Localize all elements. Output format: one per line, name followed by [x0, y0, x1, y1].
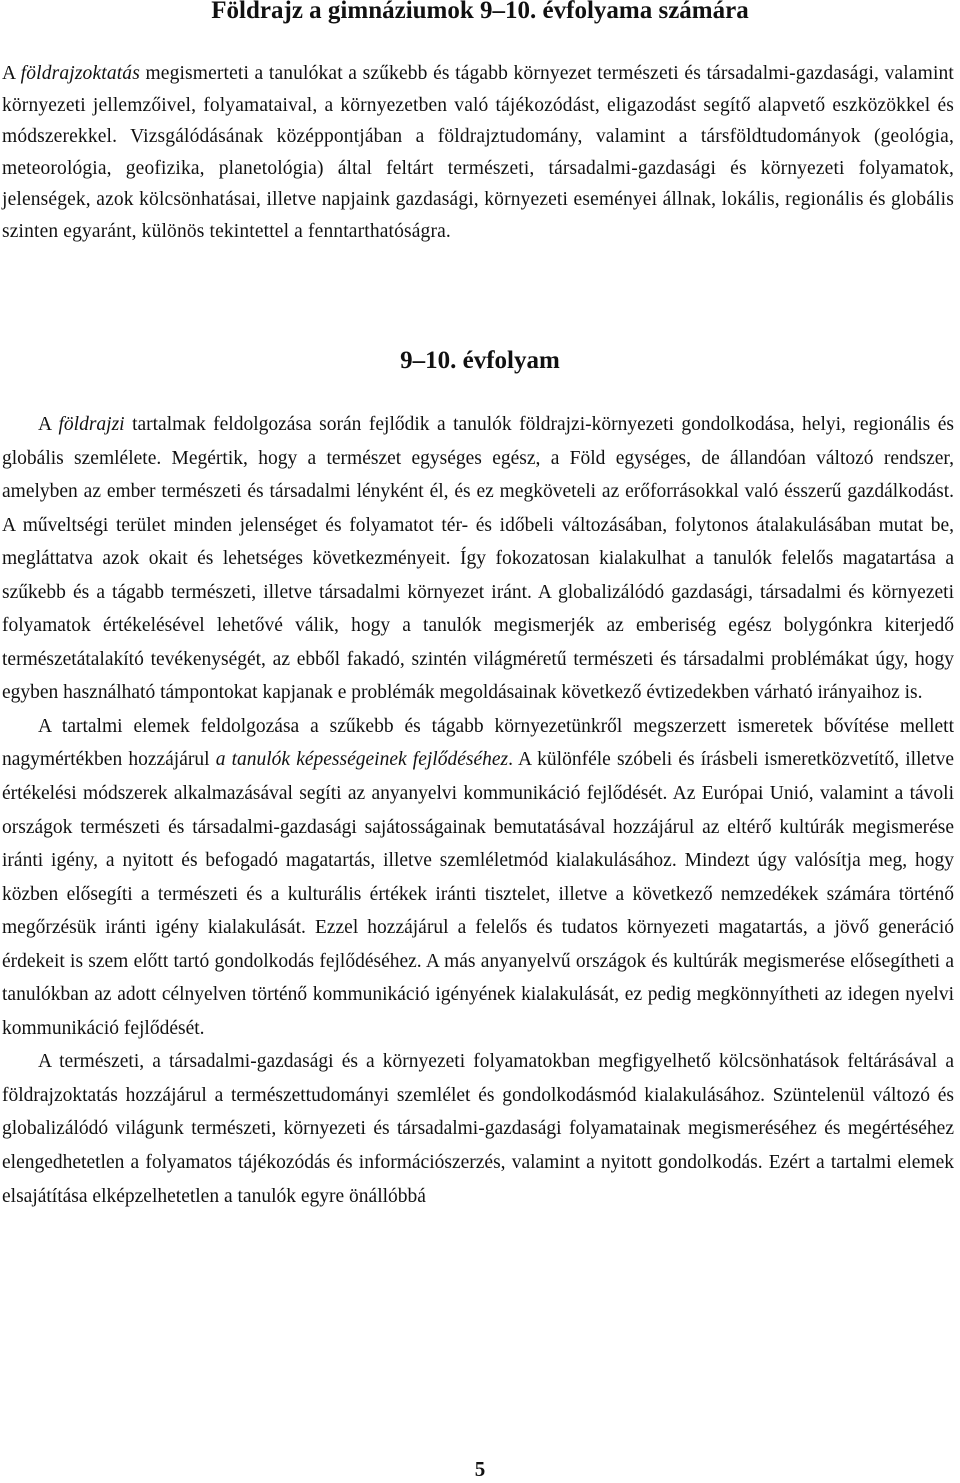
paragraph-2-emphasis: a tanulók képességeinek fejlődéséhez: [215, 749, 509, 771]
page-number: 5: [474, 1457, 486, 1481]
intro-lead-b: megismerteti a tanulókat a szűkebb és tágabb környezet természeti és társadalmi-gazdasági, valamint környezeti jellemzőivel, folyamataival, a környezetben való tájékozódást, eligazodást segítő alapvető eszközökkel és módszerekkel. Vizsgálódásának középpontjában a földrajztudomány, valamint a társföldtudományok (geológia, meteorológia, geofizika, planetológia) által feltárt természeti, társadalmi-gazdasági és környezeti folyamatok, jelenségek, azok kölcsönhatásai, illetve napjaink gazdasági, környezeti eseményei állnak, lokális, regionális és globális szinten egyaránt, különös tekintettel a fenntarthatóságra.: [2, 63, 954, 242]
paragraph-2-part-b: . A különféle szóbeli és írásbeli ismeretközvetítő, illetve értékelési módszerek alkalmazásával segíti az anyanyelvi kommunikáció fejlődését. Az Európai Unió, valamint a távoli országok természeti és társadalmi-gazdasági sajátosságainak bemutatásával hozzájárul az eltérő kultúrák megismerése iránti igény, a nyitott és befogadó magatartás, illetve szemléletmód kialakulásához. Mindezt úgy valósítja meg, hogy közben elősegíti a természeti és a kulturális értékek iránti tisztelet, illetve a következő nemzedékek számára történő megőrzésük iránti igény kialakulását. Ezzel hozzájárul a felelős és tudatos környezeti magatartás, a jövő generáció érdekeit is szem előtt tartó gondolkodás fejlődéséhez. A más anyanyelvű országok és kultúrák megismerése elősegítheti a tanulókban az adott célnyelven történő kommunikáció igényének kialakulását, ez pedig megkönnyítheti az idegen nyelvi kommunikáció fejlődését.: [2, 749, 954, 1039]
intro-emphasis: földrajzoktatás: [20, 63, 140, 84]
section-heading: 9–10. évfolyam: [400, 347, 560, 374]
paragraph-1-emphasis: földrajzi: [58, 414, 125, 435]
paragraph-1-part-a: A: [38, 414, 59, 435]
page-title: Földrajz a gimnáziumok 9–10. évfolyama számára: [211, 0, 749, 24]
intro-paragraph: [2, 58, 954, 248]
paragraph-2-part-a: A tartalmi elemek feldolgozása a szűkebb és tágabb környezetünkről megszerzett ismeretek bővítése mellett nagymértékben hozzájárul: [2, 715, 954, 771]
paragraph-3: A természeti, a társadalmi-gazdasági és a környezeti folyamatokban megfigyelhető kölcsönhatások feltárásával a földrajzoktatás hozzájárul a természettudományi szemlélet és gondolkodásmód kialakulásához. Szüntelenül változó és globalizálódó világunk természeti, környezeti és társadalmi-gazdasági folyamatainak megismeréséhez és megértéséhez elengedhetetlen a folyamatos tájékozódás és információszerzés, valamint a nyitott gondolkodás. Ezért a tartalmi elemek elsajátítása elképzelhetetlen a tanulók egyre önállóbbá: [2, 1051, 954, 1207]
paragraph-1-part-b: tartalmak feldolgozása során fejlődik a tanulók földrajzi-környezeti gondolkodása, helyi, regionális és globális szemlélete. Megértik, hogy a természet egységes egész, a Föld egységes, de állandóan változó rendszer, amelyben az ember természeti és társadalmi lényként él, és ez megköveteli az erőforrásokkal való ésszerű gazdálkodást. A műveltségi terület minden jelenséget és folyamatot tér- és időbeli változásában, folytonos átalakulásában mutat be, megláttatva azok okait és lehetséges következményeit. Így fokozatosan kialakulhat a tanulók felelős magatartása a szűkebb és a tágabb természeti, illetve társadalmi környezet iránt. A globalizálódó gazdasági, társadalmi és környezeti folyamatok értékelésével lehetővé válik, hogy a tanulók megismerjék az emberiség egész bolygónkra kiterjedő természetátalakító tevékenységét, az ebből fakadó, szintén világméretű természeti és társadalmi problémákat úgy, hogy egyben használható támpontokat kapjanak e problémák megoldásainak következő évtizedekben várható irányaihoz is.: [2, 414, 954, 704]
paragraph-1: [2, 408, 954, 710]
paragraph-2: [2, 710, 954, 1045]
intro-lead-a: A: [2, 63, 21, 84]
section-body: [2, 408, 954, 1213]
